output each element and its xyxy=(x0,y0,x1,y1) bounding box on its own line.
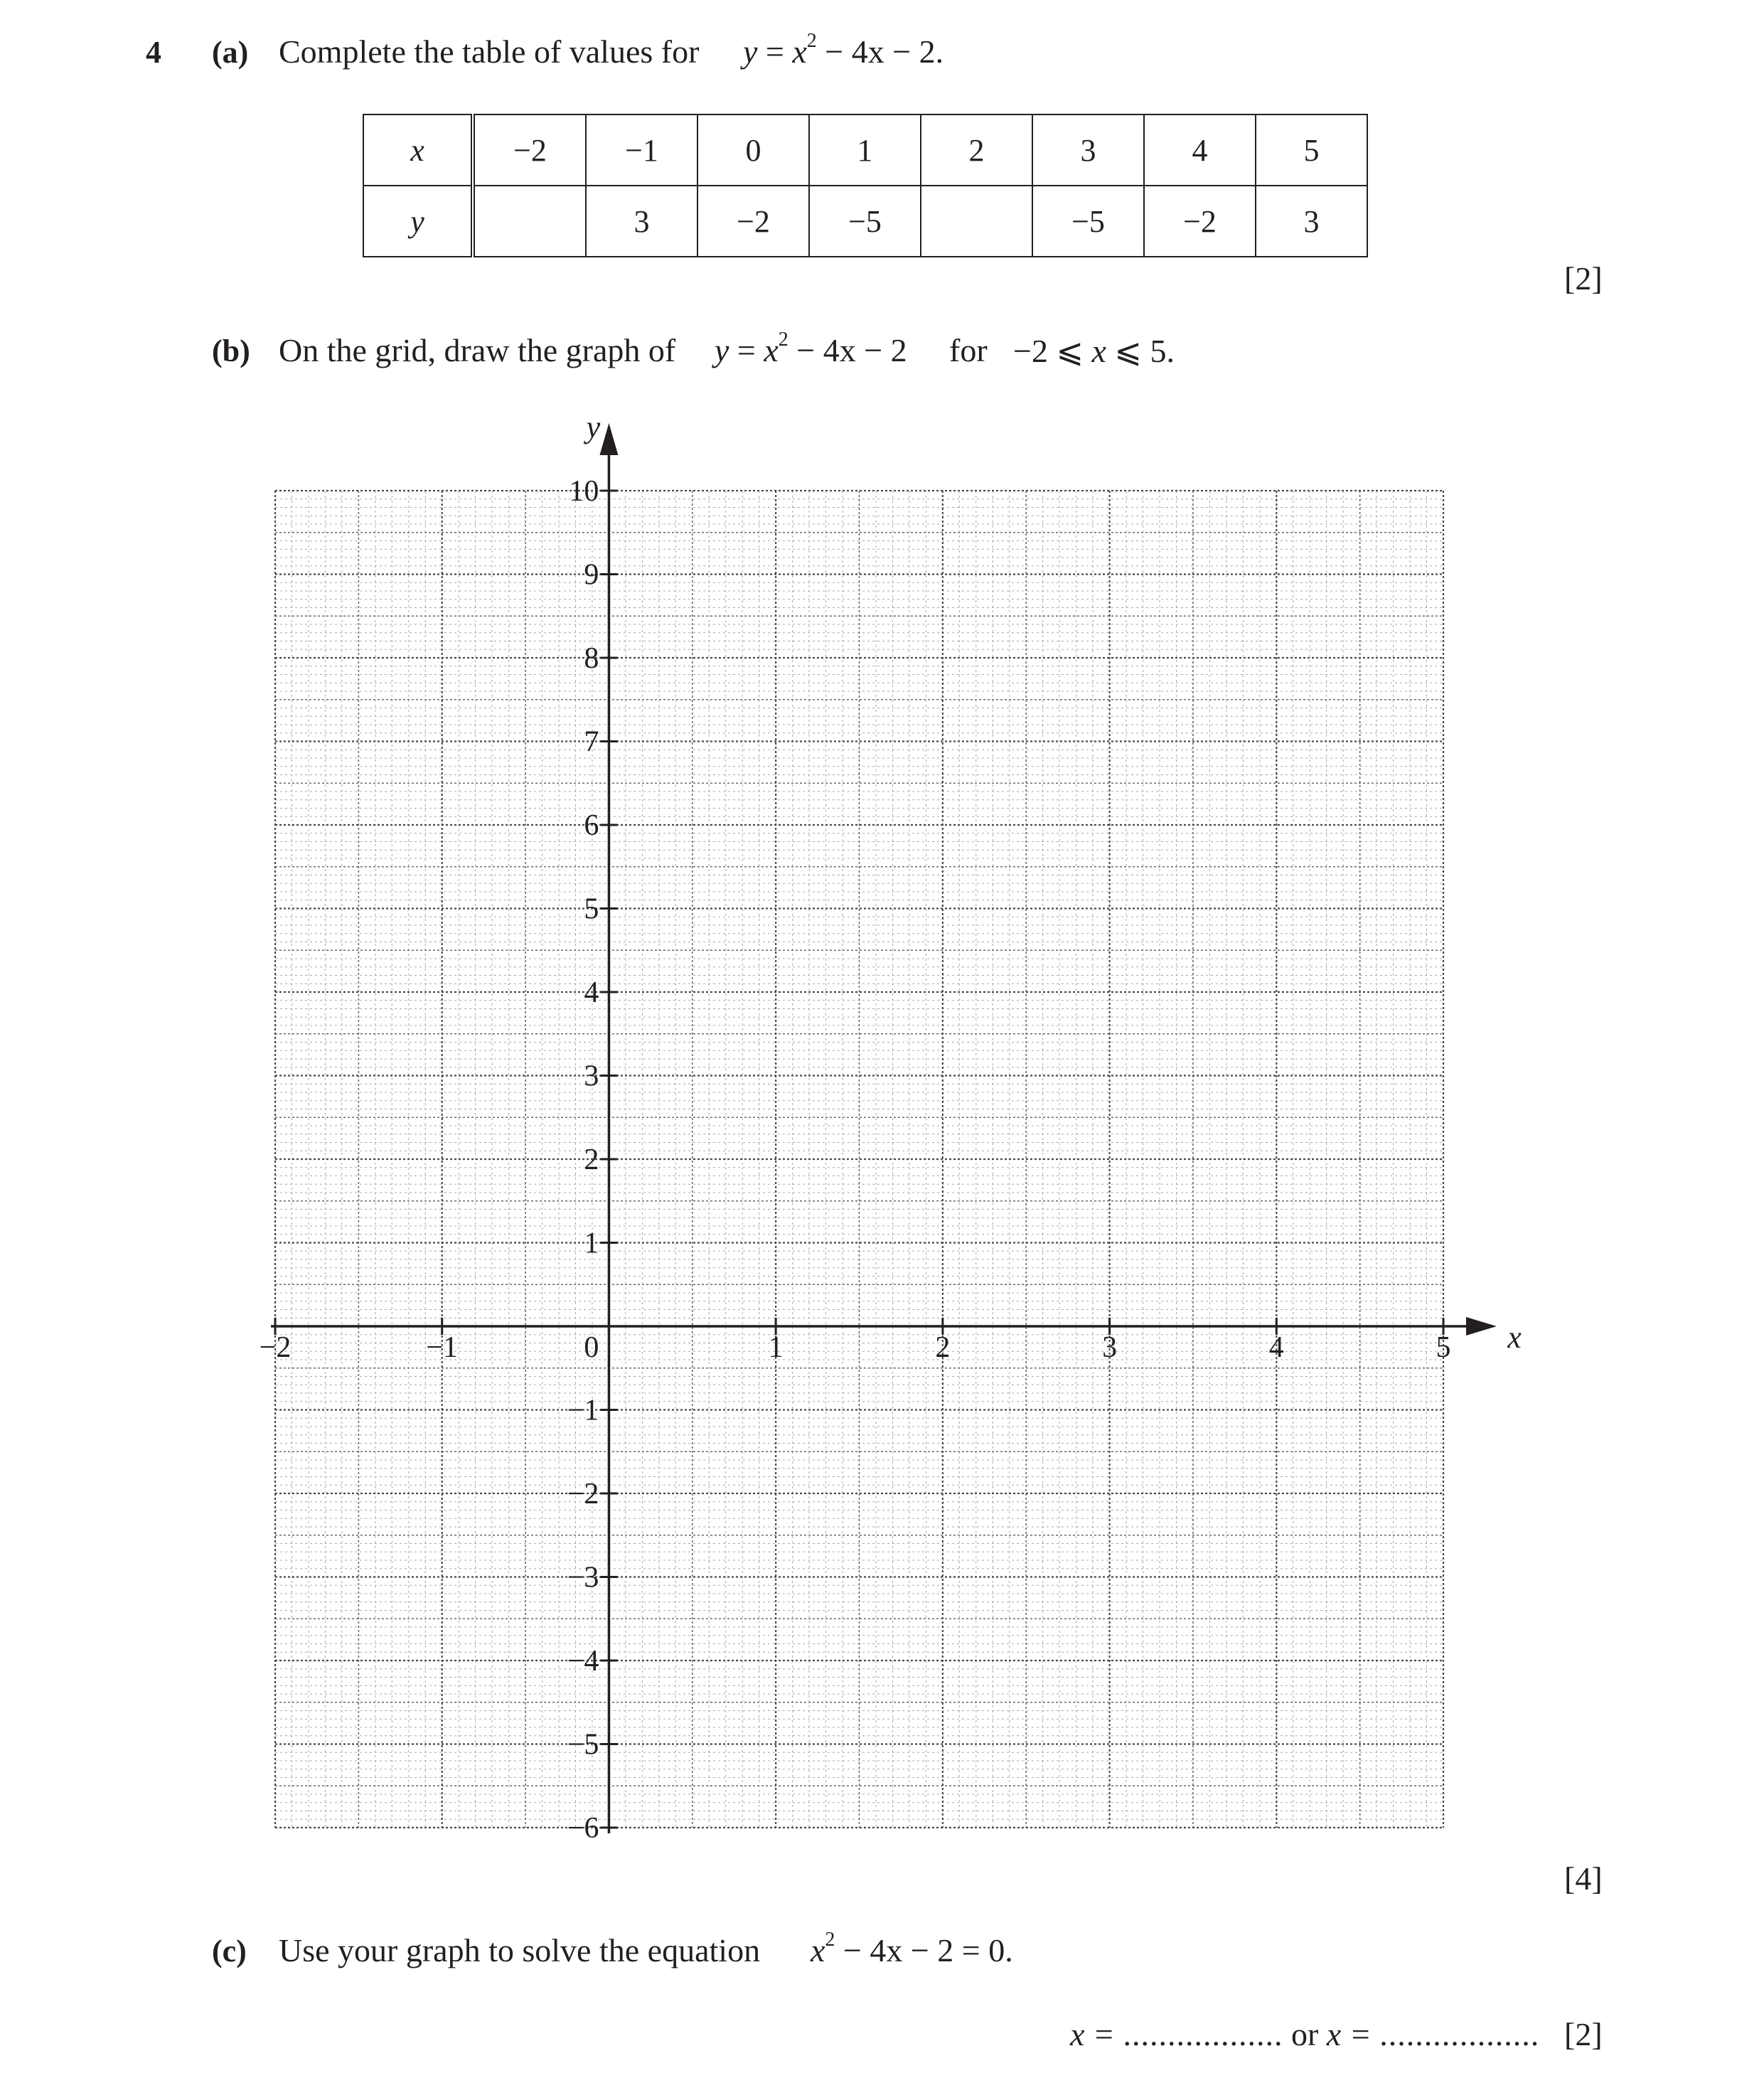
origin-label: 0 xyxy=(584,1331,599,1364)
tick-labels xyxy=(260,410,1522,1845)
part-a-label: (a) xyxy=(212,35,249,70)
answer-blank-1[interactable]: .................. xyxy=(1123,2016,1283,2052)
question-number: 4 xyxy=(146,35,161,70)
answer-or: or xyxy=(1283,2016,1327,2052)
part-b-text: On the grid, draw the graph of xyxy=(279,332,676,368)
y-tick-label: 10 xyxy=(569,475,599,508)
part-a-text: Complete the table of values for xyxy=(279,33,700,70)
x-tick-label: 4 xyxy=(1268,1331,1284,1364)
y-axis-arrowhead xyxy=(599,423,618,455)
x-axis-arrowhead xyxy=(1466,1317,1497,1336)
part-b-marks: [4] xyxy=(1564,1860,1603,1897)
table-cell-x: 3 xyxy=(1032,114,1144,186)
answer-blank-2[interactable]: .................. xyxy=(1379,2016,1540,2052)
table-cell-x: −1 xyxy=(586,114,697,186)
y-tick-label: 1 xyxy=(584,1227,599,1260)
part-c-text: Use your graph to solve the equation xyxy=(279,1932,761,1968)
part-b-for-word: for xyxy=(949,332,988,368)
x-tick-label: −2 xyxy=(259,1331,292,1364)
table-cell-y: 3 xyxy=(1256,186,1367,257)
part-b-label: (b) xyxy=(212,334,250,368)
table-cell-x: 0 xyxy=(697,114,809,186)
table-cell-x: 4 xyxy=(1144,114,1256,186)
y-axis-name: y xyxy=(586,410,601,444)
axes xyxy=(271,423,1497,1833)
y-tick-label: 2 xyxy=(584,1144,599,1176)
answer-prefix-2: x = xyxy=(1326,2016,1380,2052)
part-c-label: (c) xyxy=(212,1934,247,1968)
table-cell-y: −2 xyxy=(697,186,809,257)
x-tick-label: 1 xyxy=(768,1331,784,1364)
y-tick-label: −4 xyxy=(567,1645,599,1678)
part-a-marks: [2] xyxy=(1564,260,1603,297)
table-cell-x: 1 xyxy=(809,114,921,186)
x-tick-label: 5 xyxy=(1436,1331,1451,1364)
x-tick-label: 2 xyxy=(935,1331,951,1364)
table-cell-x: 2 xyxy=(921,114,1032,186)
table-cell-y: −5 xyxy=(809,186,921,257)
y-tick-label: 4 xyxy=(584,976,599,1009)
y-tick-label: 9 xyxy=(584,558,599,592)
x-tick-label: 3 xyxy=(1102,1331,1118,1364)
y-tick-label: −2 xyxy=(567,1478,599,1510)
y-tick-label: 7 xyxy=(584,725,599,759)
table-cell-y: −2 xyxy=(1144,186,1256,257)
x-axis-name: x xyxy=(1507,1320,1522,1355)
part-a-equation: $y = x^2 - 4x - 2$. xyxy=(743,30,944,70)
y-tick-label: −6 xyxy=(567,1812,599,1845)
table-cell-x: 5 xyxy=(1256,114,1367,186)
part-b-domain: −2 ⩽ x ⩽ 5. xyxy=(1013,333,1175,369)
table-header-x: x xyxy=(363,114,473,186)
y-tick-label: 3 xyxy=(584,1060,599,1093)
y-tick-label: −1 xyxy=(567,1394,599,1427)
table-cell-x: −2 xyxy=(473,114,586,186)
y-tick-label: −3 xyxy=(567,1561,599,1594)
y-tick-label: −5 xyxy=(567,1728,599,1761)
part-c-answer-line xyxy=(1070,2015,1539,2053)
y-tick-label: 5 xyxy=(584,892,599,926)
table-header-y: y xyxy=(363,186,473,257)
part-c-equation: $x^2 - 4x - 2 = 0$. xyxy=(811,1929,1013,1968)
y-tick-label: 8 xyxy=(584,642,599,675)
part-c-marks: [2] xyxy=(1564,2016,1603,2052)
answer-prefix-1: x = xyxy=(1070,2016,1123,2052)
y-tick-label: 6 xyxy=(584,809,599,842)
table-cell-y: −5 xyxy=(1032,186,1144,257)
part-b-equation: $y = x^2 - 4x - 2$ xyxy=(715,329,907,368)
table-cell-y: 3 xyxy=(586,186,697,257)
x-tick-label: −1 xyxy=(426,1331,459,1364)
